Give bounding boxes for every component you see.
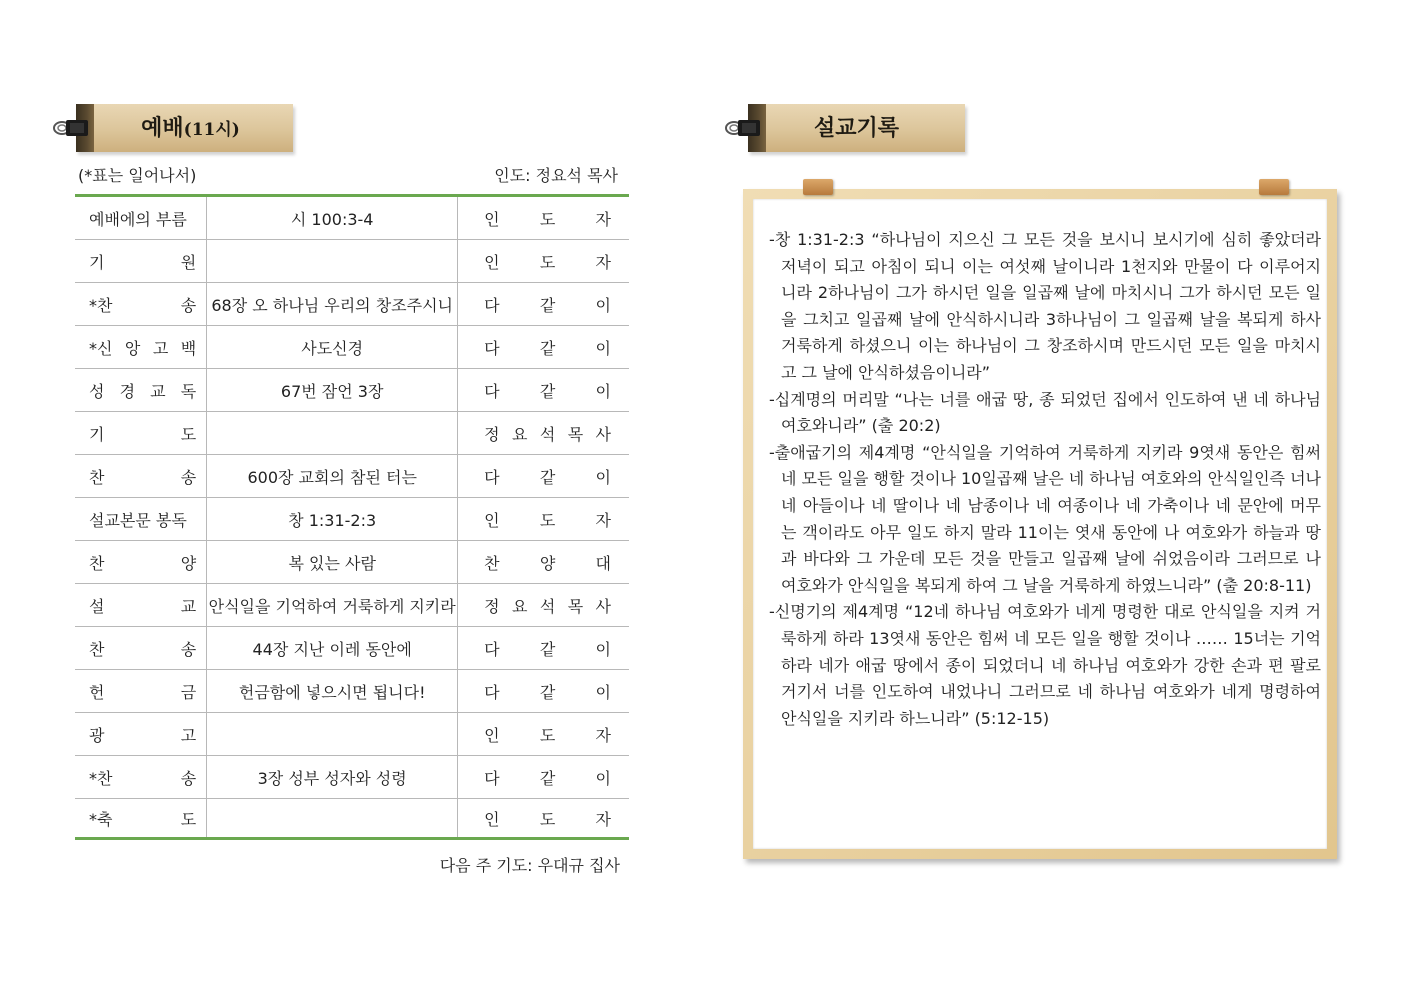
order-content: 시 100:3-4 — [290, 209, 374, 229]
table-row — [75, 713, 629, 756]
order-person: 정 요 석 목 사 — [484, 596, 611, 616]
table-row — [75, 283, 629, 326]
order-person: 정 요 석 목 사 — [484, 424, 611, 444]
order-item: *찬 송 — [89, 295, 197, 315]
order-person: 다 같 이 — [484, 682, 611, 702]
order-item: *찬 송 — [89, 768, 197, 788]
order-item: 찬 송 — [89, 639, 197, 659]
order-item: 헌 금 — [89, 682, 197, 702]
sermon-paragraph: -출애굽기의 제4계명 “안식일을 기억하여 거룩하게 지키라 9엿새 동안은 힘써 네 모든 일을 행할 것이나 10일곱째 날은 네 하나님 여호와의 안식일인즉 너나 네 아들이나 네 딸이나 네 남종이나 네 여종이나 네 가축이나 네 문안에 머무는 객이라도 아무 일도 하지 말라 11이는 엿새 동안에 나 여호와가 하늘과 땅과 바다와 그 가운데 모든 것을 만들고 일곱째 날에 쉬었음이라 그러므로 나 여호와가 안식일을 복되게 하여 그 날을 거룩하게 하였느니라” (출 20:8-11) — [769, 442, 1321, 595]
table-row — [75, 756, 629, 799]
order-item: *신 앙 고 백 — [89, 338, 197, 358]
order-content: 헌금함에 넣으시면 됩니다! — [238, 682, 426, 702]
order-item: 찬 송 — [89, 467, 197, 487]
table-row — [75, 196, 629, 240]
order-item: 설 교 — [89, 596, 197, 616]
table-row — [75, 670, 629, 713]
order-item: 기 원 — [89, 252, 197, 272]
sermon-section-header — [748, 104, 965, 152]
order-person: 다 같 이 — [484, 381, 611, 401]
sermon-title: 설교기록 — [813, 115, 899, 141]
sermon-paragraph: -십계명의 머리말 “나는 너를 애굽 땅, 종 되었던 집에서 인도하여 낸 네 하나님 여호와니라” (출 20:2) — [769, 389, 1321, 436]
table-row — [75, 584, 629, 627]
standing-note: (*표는 일어나서) — [78, 166, 197, 185]
order-item: 기 도 — [89, 424, 197, 444]
order-content: 사도신경 — [301, 338, 364, 358]
order-content: 600장 교회의 참된 터는 — [247, 467, 417, 487]
order-person: 다 같 이 — [484, 338, 611, 358]
order-content: 68장 오 하나님 우리의 창조주시니 — [211, 295, 453, 315]
table-row — [75, 799, 629, 839]
order-person: 인 도 자 — [484, 209, 611, 229]
order-person: 인 도 자 — [484, 809, 611, 829]
pin-icon — [1259, 179, 1289, 195]
worship-meta — [78, 163, 618, 187]
table-row — [75, 455, 629, 498]
next-week-prayer: 다음 주 기도: 우대규 집사 — [439, 856, 620, 875]
order-item: 성 경 교 독 — [89, 381, 197, 401]
worship-order-table — [75, 194, 629, 840]
order-item: 예배에의 부름 — [89, 209, 187, 229]
order-item: 찬 양 — [89, 553, 197, 573]
order-item: 설교본문 봉독 — [89, 510, 187, 530]
worship-title: 예배(11시) — [141, 115, 240, 141]
order-content: 복 있는 사람 — [288, 553, 376, 573]
table-row — [75, 240, 629, 283]
table-row — [75, 326, 629, 369]
order-person: 인 도 자 — [484, 252, 611, 272]
order-person: 인 도 자 — [484, 510, 611, 530]
sermon-paragraph: -신명기의 제4계명 “12네 하나님 여호와가 네게 명령한 대로 안식일을 지켜 거룩하게 하라 13엿새 동안은 힘써 네 모든 일을 행할 것이나 …… 15너는 기억하라 네가 애굽 땅에서 종이 되었더니 네 하나님 여호와가 강한 손과 편 팔로 거기서 너를 인도하여 내었나니 그러므로 네 하나님 여호와가 네게 명령하여 안식일을 지키라 하느니라” (5:12-15) — [769, 602, 1321, 728]
table-row — [75, 412, 629, 455]
order-content: 44장 지난 이레 동안에 — [252, 639, 412, 659]
order-person: 인 도 자 — [484, 725, 611, 745]
order-person: 다 같 이 — [484, 768, 611, 788]
worship-section-header — [76, 104, 293, 152]
sermon-paragraph: -창 1:31-2:3 “하나님이 지으신 그 모든 것을 보시니 보시기에 심히 좋았더라 저녁이 되고 아침이 되니 이는 여섯째 날이니라 1천지와 만물이 다 이루어지니라 2하나님이 그가 하시던 일을 일곱째 날에 마치시니 그가 하시던 모든 일을 그치고 일곱째 날에 안식하시니라 3하나님이 그 일곱째 날을 복되게 하사 거룩하게 하셨으니 이는 하나님이 그 창조하시며 만드시던 모든 일을 마치시고 그 날에 안식하셨음이니라” — [769, 230, 1321, 382]
order-content: 67번 잠언 3장 — [280, 381, 384, 401]
service-leader: 인도: 정요석 목사 — [494, 166, 618, 185]
order-person: 다 같 이 — [484, 295, 611, 315]
order-item: *축 도 — [89, 809, 197, 829]
table-row — [75, 498, 629, 541]
order-person: 찬 양 대 — [484, 553, 611, 573]
table-row — [75, 369, 629, 412]
sermon-notes — [769, 227, 1321, 732]
order-content: 안식일을 기억하여 거룩하게 지키라 — [208, 596, 456, 616]
order-person: 다 같 이 — [484, 639, 611, 659]
pin-icon — [803, 179, 833, 195]
order-content: 3장 성부 성자와 성령 — [257, 768, 407, 788]
order-person: 다 같 이 — [484, 467, 611, 487]
order-item: 광 고 — [89, 725, 197, 745]
table-row — [75, 541, 629, 584]
table-row — [75, 627, 629, 670]
order-content: 창 1:31-2:3 — [288, 510, 377, 530]
